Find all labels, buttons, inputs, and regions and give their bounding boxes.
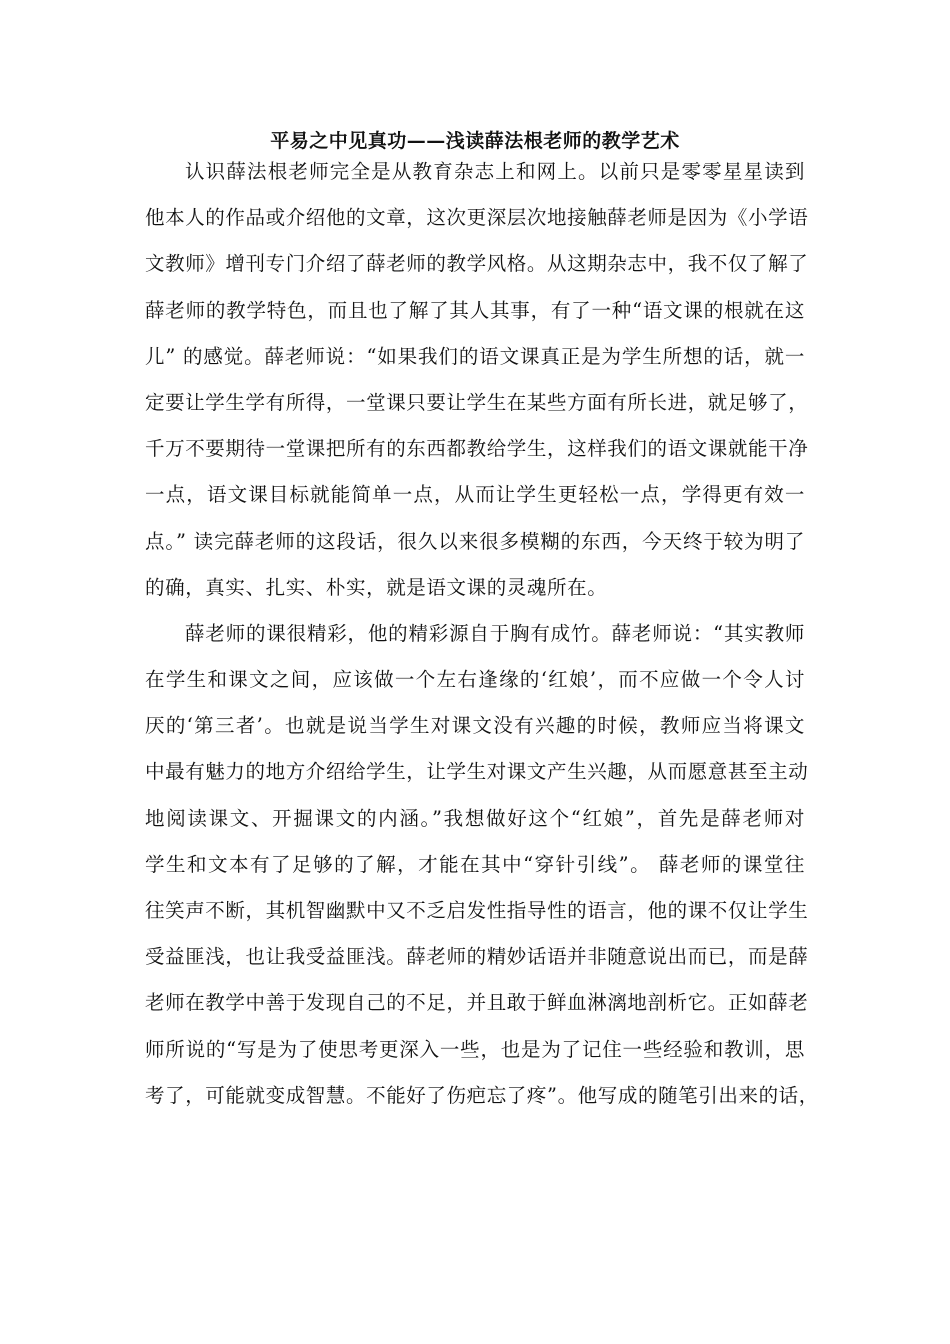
text-line: 薛老师的课很精彩，他的精彩源自于胸有成竹。薛老师说：“其实教师 [185,621,805,645]
text-line: 认识薛法根老师完全是从教育杂志上和网上。以前只是零零星星读到 [185,160,805,183]
text-line: 地阅读课文、开掘课文的内涵。”我想做好这个“红娘”，首先是薛老师对 [145,806,805,830]
text-line: 师所说的“写是为了使思考更深入一些，也是为了记住一些经验和教训，思 [145,1037,805,1061]
text-line: 中最有魅力的地方介绍给学生，让学生对课文产生兴趣，从而愿意甚至主动 [145,760,809,784]
text-line: 考了，可能就变成智慧。不能好了伤疤忘了疼”。他写成的随笔引出来的话， [145,1083,819,1107]
text-line: 厌的‘第三者’。也就是说当学生对课文没有兴趣的时候，教师应当将课文 [145,714,805,738]
text-line: 受益匪浅，也让我受益匪浅。薛老师的精妙话语并非随意说出而已，而是薛 [145,945,809,969]
text-line: 千万不要期待一堂课把所有的东西都教给学生，这样我们的语文课就能干净 [145,437,809,461]
text-line: 学生和文本有了足够的了解，才能在其中“穿针引线”。 薛老师的课堂往 [145,852,805,876]
text-line: 薛老师的教学特色，而且也了解了其人其事，有了一种“语文课的根就在这 [145,298,805,322]
text-line: 一点，语文课目标就能简单一点，从而让学生更轻松一点，学得更有效一 [145,483,805,507]
text-line: 儿” 的感觉。薛老师说：“如果我们的语文课真正是为学生所想的话，就一 [145,344,805,368]
document-title: 平易之中见真功——浅读薛法根老师的教学艺术 [270,130,680,152]
text-line: 文教师》增刊专门介绍了薛老师的教学风格。从这期杂志中，我不仅了解了 [145,252,809,276]
text-line: 往笑声不断，其机智幽默中又不乏启发性指导性的语言，他的课不仅让学生 [145,899,809,922]
text-line: 的确，真实、扎实、朴实，就是语文课的灵魂所在。 [145,575,608,599]
text-line: 点。” 读完薛老师的这段话，很久以来很多模糊的东西，今天终于较为明了 [145,529,805,553]
document-body [145,157,819,1127]
text-line: 他本人的作品或介绍他的文章，这次更深层次地接触薛老师是因为《小学语 [145,206,809,230]
text-line: 老师在教学中善于发现自己的不足，并且敢于鲜血淋漓地剖析它。正如薛老 [145,991,809,1015]
text-line: 在学生和课文之间，应该做一个左右逢缘的‘红娘’，而不应做一个令人讨 [145,668,805,692]
text-line: 定要让学生学有所得，一堂课只要让学生在某些方面有所长进，就足够了， [145,390,809,414]
